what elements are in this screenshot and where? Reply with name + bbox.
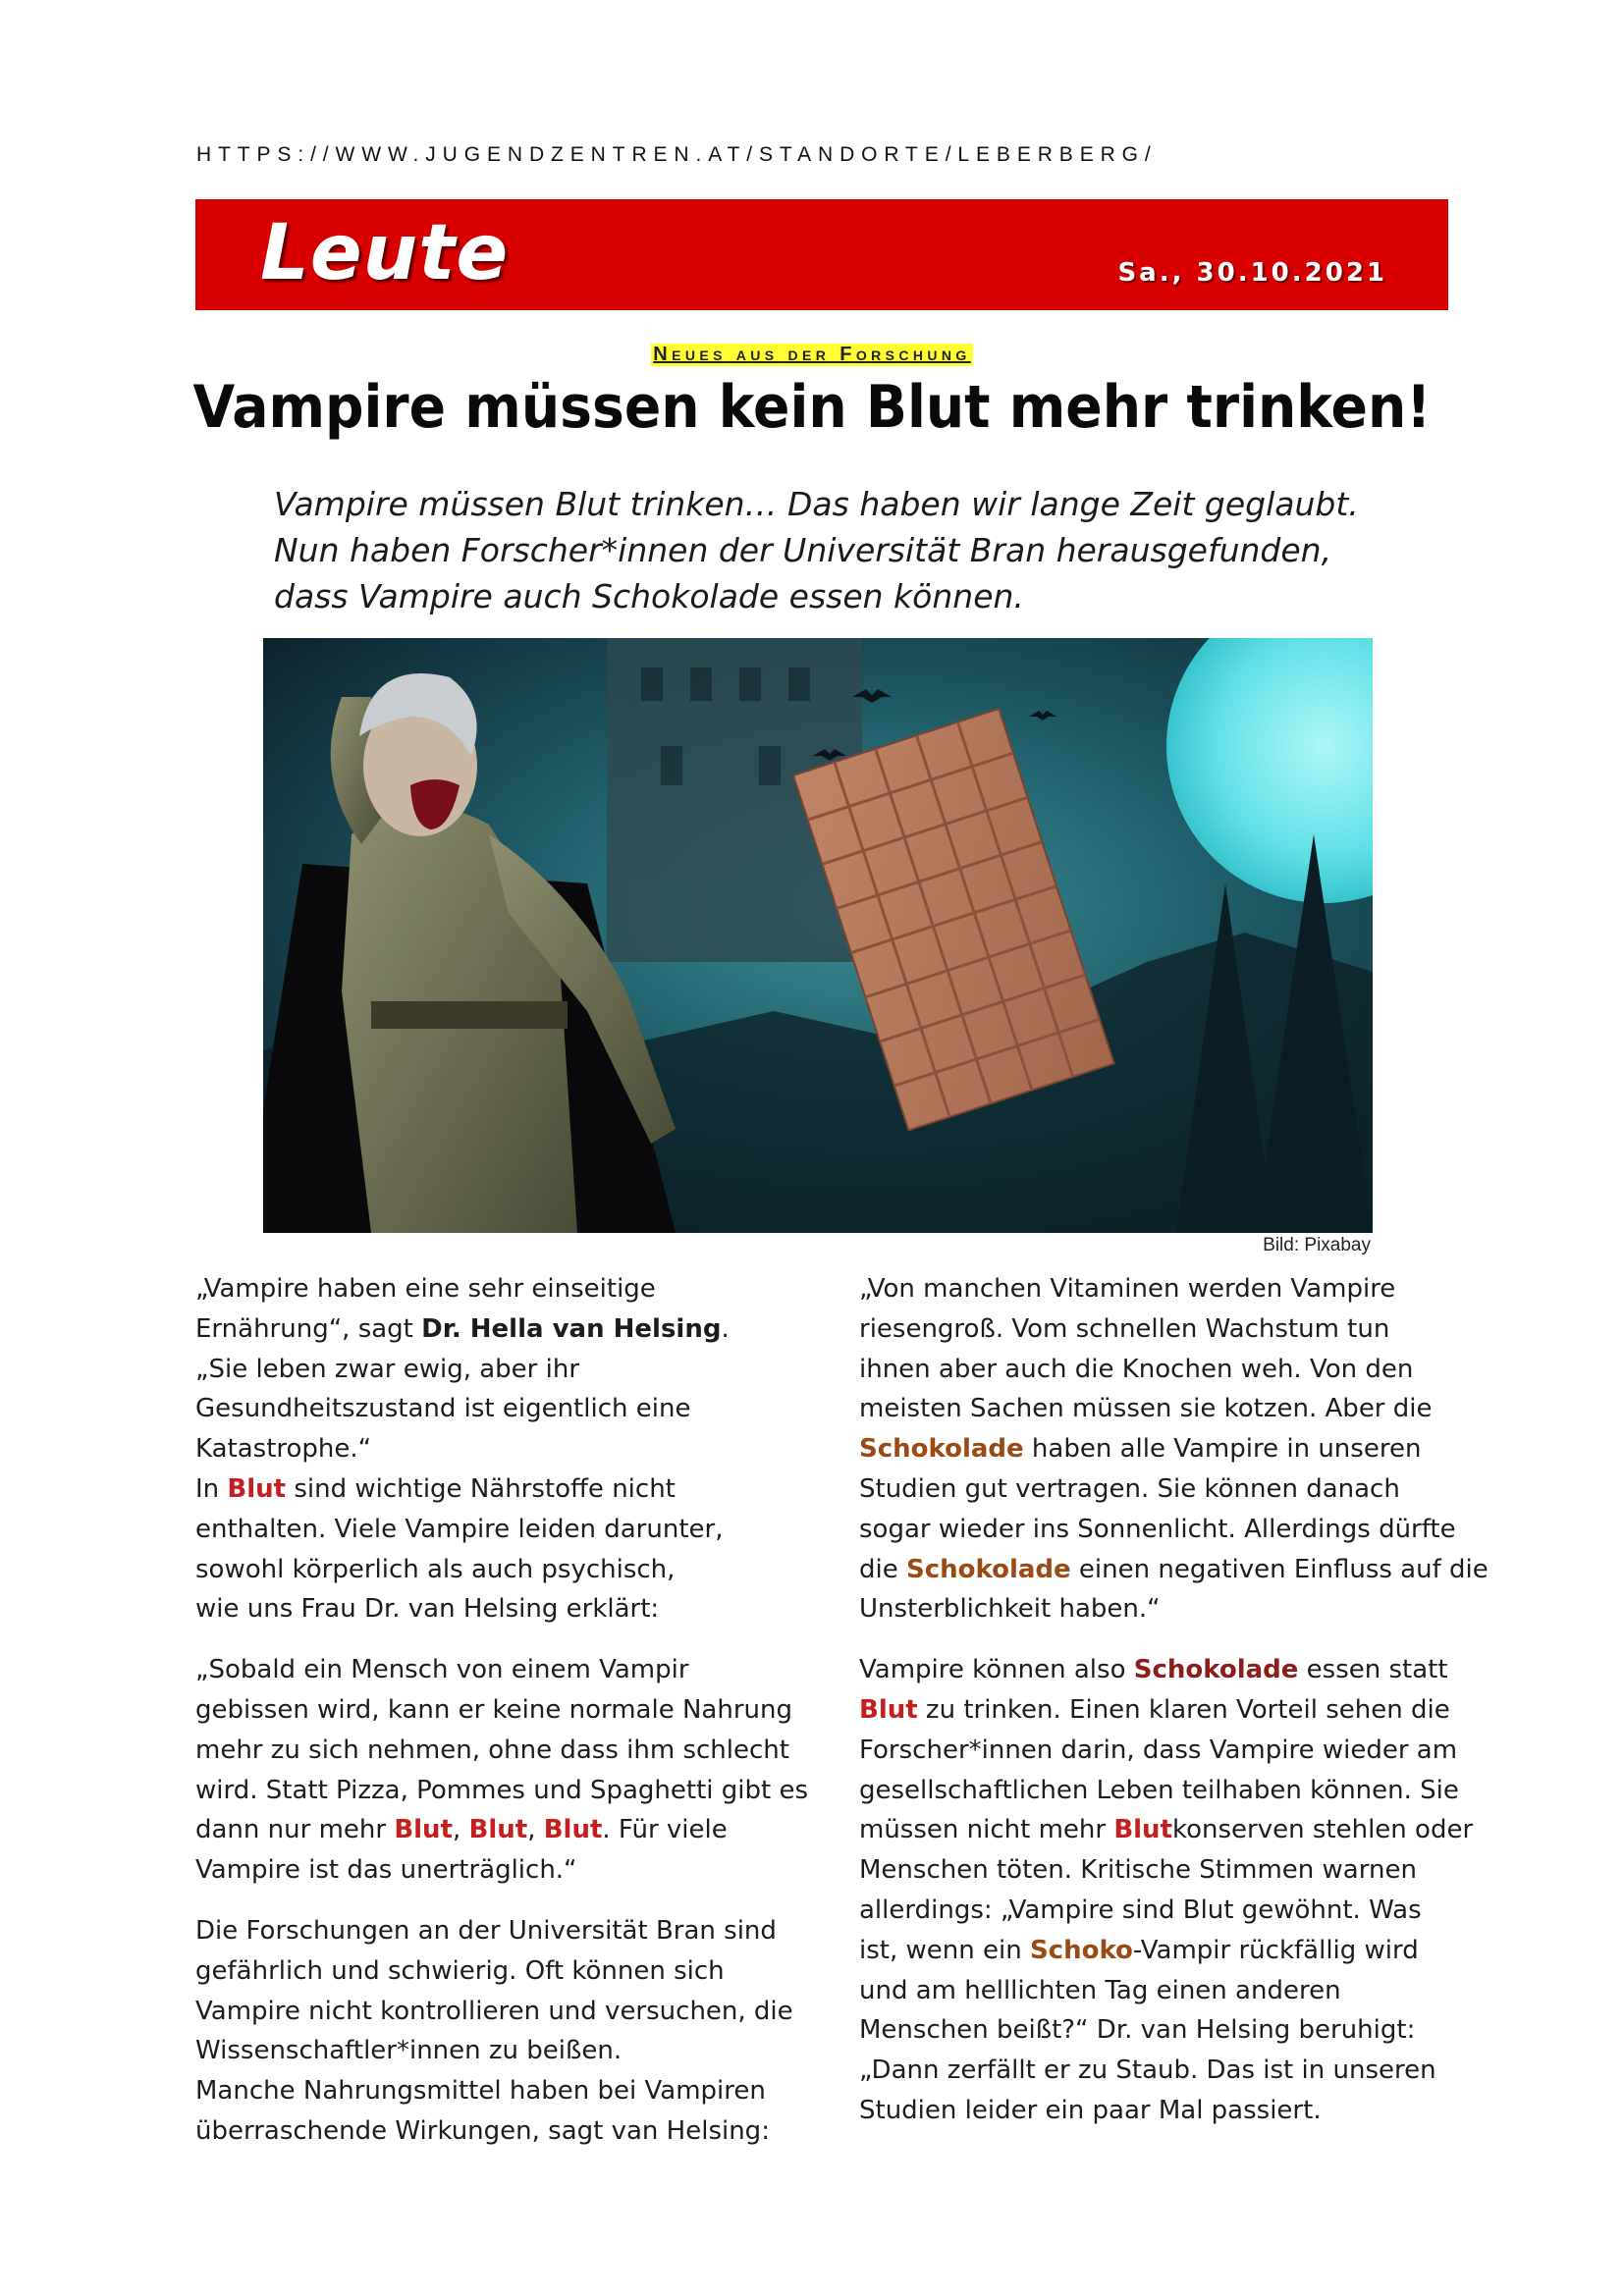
text-line: Katastrophe.“ [195,1434,372,1465]
text-run: ist, wenn ein [859,1935,1030,1965]
text-line: wie uns Frau Dr. van Helsing erklärt: [195,1594,660,1625]
text-line: „Vampire haben eine sehr einseitige [195,1274,656,1304]
text-line: Studien gut vertragen. Sie können danach [859,1473,1400,1504]
text-line: Gesundheitszustand ist eigentlich eine [195,1394,691,1424]
paragraph [195,1650,808,1891]
text-line: enthalten. Viele Vampire leiden darunter, [195,1514,724,1544]
text-line [859,1550,1489,1590]
text-run: sind wichtige Nährstoffe nicht [286,1473,676,1504]
text-run: Vampire können also [859,1655,1134,1685]
text-line: und am helllichten Tag einen anderen [859,1975,1341,2005]
masthead-logo: Leute [260,209,510,297]
text-line [195,1810,804,1850]
highlight-blood: Blut [468,1815,528,1845]
text-run: konserven stehlen oder [1172,1815,1474,1845]
text-line: sogar wieder ins Sonnenlicht. Allerdings dürfte [859,1514,1456,1544]
masthead-banner [195,199,1448,310]
lead-line: dass Vampire auch Schokolade essen können. [274,577,1024,615]
lead-line: Nun haben Forscher*innen der Universität Bran herausgefunden, [274,531,1332,569]
text-line: „Von manchen Vitaminen werden Vampire [859,1274,1396,1304]
text-line [859,1690,1468,1731]
article-illustration [263,638,1373,1233]
text-run: . [721,1313,730,1344]
text-line: gefährlich und schwierig. Oft können sich [195,1955,725,1986]
text-line [195,1469,804,1510]
image-caption: Bild: Pixabay [1263,1235,1371,1255]
text-line [195,1309,804,1350]
text-run: einen negativen Einfluss auf die [1070,1554,1489,1584]
right-column [859,1269,1489,2152]
text-run: haben alle Vampire in unseren [1023,1434,1422,1465]
vampire-chocolate-illustration [263,638,1373,1233]
text-run: , [453,1815,469,1845]
text-line: wird. Statt Pizza, Pommes und Spaghetti gibt es [195,1775,808,1805]
text-line: meisten Sachen müssen sie kotzen. Aber die [859,1394,1433,1424]
text-run: . Für viele [602,1815,728,1845]
highlight-blood: Blut [543,1815,603,1845]
highlight-blood: Blut [227,1473,287,1504]
article-headline: Vampire müssen kein Blut mehr trinken! [192,373,1432,442]
text-run: müssen nicht mehr [859,1815,1114,1845]
text-line: „Sobald ein Mensch von einem Vampir [195,1655,689,1685]
text-run: , [527,1815,544,1845]
text-line [859,1931,1468,1971]
text-line: „Dann zerfällt er zu Staub. Das ist in unseren [859,2056,1436,2086]
highlight-blood: Blut [859,1694,918,1725]
kicker-row [0,344,1624,366]
paragraph [859,1269,1489,1629]
text-line: riesengroß. Vom schnellen Wachstum tun [859,1313,1390,1344]
text-line [859,1429,1468,1469]
text-line: Wissenschaftler*innen zu beißen. [195,2036,623,2066]
text-run: essen statt [1298,1655,1448,1685]
text-line: Menschen töten. Kritische Stimmen warnen [859,1855,1417,1886]
text-line: Menschen beißt?“ Dr. van Helsing beruhigt: [859,2015,1416,2046]
highlight-chocolate: Schokolade [906,1554,1071,1584]
highlight-chocolate: Schokolade [1133,1655,1299,1685]
paragraph [195,1911,804,2152]
text-run: In [195,1473,228,1504]
issue-date: Sa., 30.10.2021 [1117,258,1387,288]
text-line: sowohl körperlich als auch psychisch, [195,1554,676,1584]
text-line: „Sie leben zwar ewig, aber ihr [195,1354,580,1384]
text-line: gesellschaftlichen Leben teilhaben können. Sie [859,1775,1459,1805]
text-line: Manche Nahrungsmittel haben bei Vampiren [195,2076,766,2107]
highlight-blood: Blut [394,1815,453,1845]
left-column [195,1269,808,2172]
source-url: HTTPS://WWW.JUGENDZENTREN.AT/STANDORTE/LEBERBERG/ [196,143,1158,166]
article-lead [274,481,1452,619]
text-line: Die Forschungen an der Universität Bran sind [195,1915,777,1946]
text-line: ihnen aber auch die Knochen weh. Von den [859,1354,1414,1384]
paragraph [195,1269,804,1629]
text-line [859,1650,1468,1690]
highlight-blood: Blut [1113,1815,1172,1845]
expert-name: Dr. Hella van Helsing [421,1313,722,1344]
highlight-chocolate: Schokolade [859,1434,1024,1465]
text-line: Vampire ist das unerträglich.“ [195,1855,577,1886]
text-run: zu trinken. Einen klaren Vorteil sehen die [917,1694,1450,1725]
text-run: dann nur mehr [195,1815,395,1845]
text-run: die [859,1554,906,1584]
text-line: mehr zu sich nehmen, ohne dass ihm schlecht [195,1735,789,1765]
lead-line: Vampire müssen Blut trinken… Das haben wir lange Zeit geglaubt. [274,485,1359,523]
text-line [859,1810,1474,1850]
text-line: überraschende Wirkungen, sagt van Helsing: [195,2115,770,2146]
text-line: Forscher*innen darin, dass Vampire wieder am [859,1735,1458,1765]
highlight-chocolate: Schoko [1029,1935,1133,1965]
text-line: Studien leider ein paar Mal passiert. [859,2095,1322,2125]
text-run: Ernährung“, sagt [195,1313,422,1344]
text-line: Unsterblichkeit haben.“ [859,1594,1161,1625]
text-line: allerdings: „Vampire sind Blut gewöhnt. Was [859,1895,1422,1925]
text-line: Vampire nicht kontrollieren und versuchen, die [195,1996,793,2026]
text-line: gebissen wird, kann er keine normale Nahrung [195,1694,792,1725]
text-run: -Vampir rückfällig wird [1132,1935,1419,1965]
paragraph [859,1650,1474,2131]
section-kicker: Neues aus der Forschung [653,344,971,365]
